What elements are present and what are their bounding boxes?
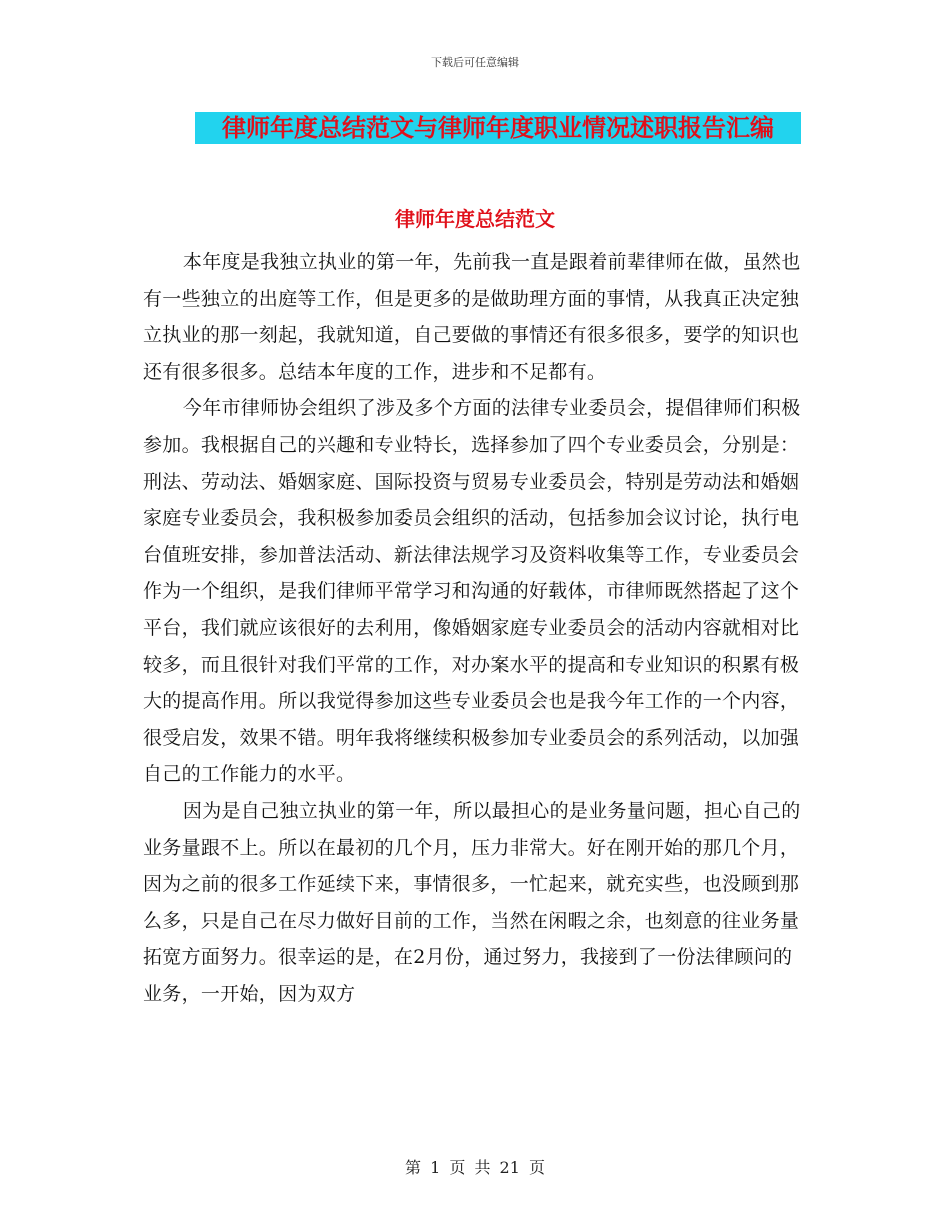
page-number-footer: 第 1 页 共 21 页: [405, 1158, 545, 1177]
paragraph: 因为是自己独立执业的第一年，所以最担心的是业务量问题，担心自己的业务量跟不上。所以在最初的几个月，压力非常大。好在刚开始的那几个月，因为之前的很多工作延续下来，事情很多，一忙起来，就充实些，也没顾到那么多，只是自己在尽力做好目前的工作，当然在闲暇之余，也刻意的往业务量拓宽方面努力。很幸运的是，在2月份，通过努力，我接到了一份法律顾问的业务，一开始，因为双方: [143, 799, 801, 1005]
paragraph: 今年市律师协会组织了涉及多个方面的法律专业委员会，提倡律师们积极参加。我根据自己的兴趣和专业特长，选择参加了四个专业委员会，分别是：刑法、劳动法、婚姻家庭、国际投资与贸易专业委员会，特别是劳动法和婚姻家庭专业委员会，我积极参加委员会组织的活动，包括参加会议讨论，执行电台值班安排，参加普法活动、新法律法规学习及资料收集等工作，专业委员会作为一个组织，是我们律师平常学习和沟通的好载体，市律师既然搭起了这个平台，我们就应该很好的去利用，像婚姻家庭专业委员会的活动内容就相对比较多，而且很针对我们平常的工作，对办案水平的提高和专业知识的积累有极大的提高作用。所以我觉得参加这些专业委员会也是我今年工作的一个内容，很受启发，效果不错。明年我将继续积极参加专业委员会的系列活动，以加强自己的工作能力的水平。: [143, 397, 801, 786]
paragraph: 本年度是我独立执业的第一年，先前我一直是跟着前辈律师在做，虽然也有一些独立的出庭等工作，但是更多的是做助理方面的事情，从我真正决定独立执业的那一刻起，我就知道，自己要做的事情还有很多很多，要学的知识也还有很多很多。总结本年度的工作，进步和不足都有。: [143, 251, 801, 383]
body-text: [143, 244, 807, 1012]
section-title: 律师年度总结范文: [395, 207, 555, 231]
header-note: 下载后可任意编辑: [431, 56, 519, 69]
document-title: 律师年度总结范文与律师年度职业情况述职报告汇编: [195, 112, 801, 144]
